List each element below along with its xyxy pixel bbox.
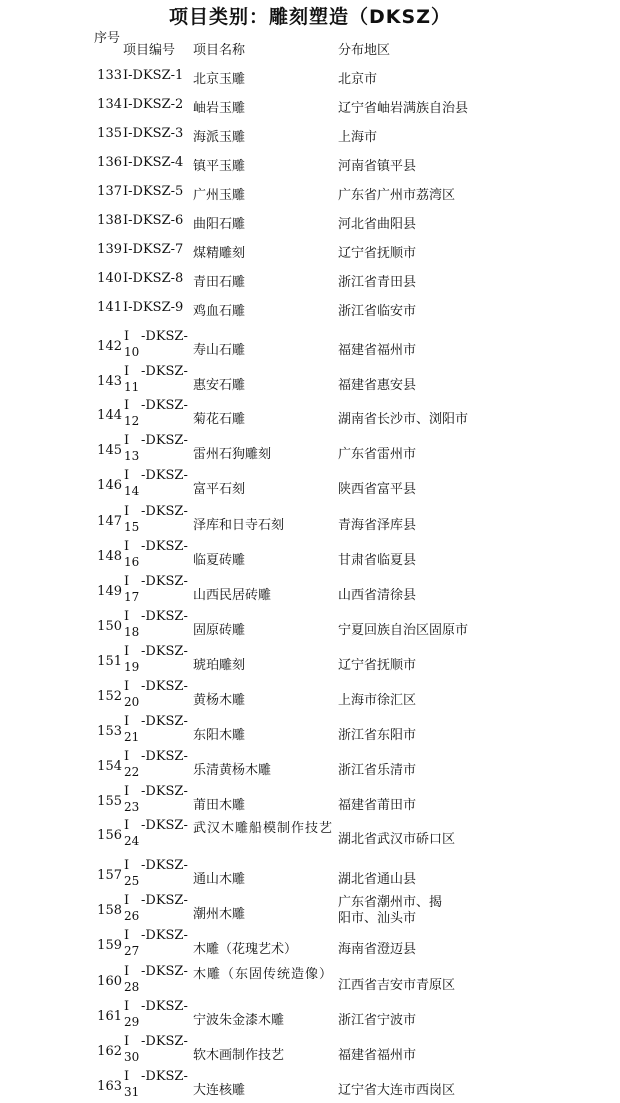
row-code-number: 13	[124, 449, 140, 463]
row-code-middle: -DKSZ-	[141, 749, 188, 764]
row-number: 148	[97, 549, 122, 564]
row-code-middle: -DKSZ-	[141, 999, 188, 1014]
row-name: 海派玉雕	[193, 130, 246, 145]
row-area: 甘肃省临夏县	[338, 553, 417, 568]
row-code-middle: -DKSZ-	[141, 468, 188, 483]
row-area: 湖北省通山县	[338, 872, 417, 887]
row-number: 153	[97, 724, 122, 739]
row-code-prefix: I	[124, 818, 130, 833]
row-code-prefix: I	[124, 928, 130, 943]
row-code-middle: -DKSZ-	[141, 818, 188, 833]
row-area: 福建省莆田市	[338, 798, 417, 813]
row-code: I-DKSZ-6	[123, 213, 184, 228]
row-name: 煤精雕刻	[193, 246, 246, 261]
row-area: 辽宁省大连市西岗区	[338, 1083, 456, 1098]
row-area: 福建省惠安县	[338, 378, 417, 393]
row-area: 浙江省东阳市	[338, 728, 417, 743]
row-code-middle: -DKSZ-	[141, 964, 188, 979]
row-code-number: 19	[124, 660, 140, 674]
row-code: I-DKSZ-8	[123, 271, 184, 286]
row-code-number: 31	[124, 1085, 140, 1099]
row-number: 160	[97, 974, 122, 989]
row-number: 138	[97, 213, 122, 228]
row-code: I-DKSZ-7	[123, 242, 184, 257]
row-area: 湖南省长沙市、浏阳市	[338, 412, 469, 427]
row-code-number: 11	[124, 380, 140, 394]
row-number: 144	[97, 408, 122, 423]
row-number: 154	[97, 759, 122, 774]
row-number: 135	[97, 126, 122, 141]
row-name: 岫岩玉雕	[193, 101, 246, 116]
row-area: 广东省潮州市、揭阳市、汕头市	[338, 895, 443, 926]
row-name: 通山木雕	[193, 872, 246, 887]
row-area: 海南省澄迈县	[338, 942, 417, 957]
row-area: 陕西省富平县	[338, 482, 417, 497]
row-number: 137	[97, 184, 122, 199]
row-code-number: 18	[124, 625, 140, 639]
row-number: 152	[97, 689, 122, 704]
row-number: 139	[97, 242, 122, 257]
row-name: 莆田木雕	[193, 798, 246, 813]
row-code-middle: -DKSZ-	[141, 928, 188, 943]
row-code-middle: -DKSZ-	[141, 784, 188, 799]
row-name: 鸡血石雕	[193, 304, 246, 319]
row-name: 镇平玉雕	[193, 159, 246, 174]
row-number: 150	[97, 619, 122, 634]
row-code-middle: -DKSZ-	[141, 398, 188, 413]
row-code-number: 21	[124, 730, 140, 744]
row-name: 武汉木雕船模制作技艺	[193, 821, 334, 836]
row-code-number: 14	[124, 484, 140, 498]
row-area: 湖北省武汉市硚口区	[338, 832, 456, 847]
row-number: 159	[97, 938, 122, 953]
row-code-middle: -DKSZ-	[141, 858, 188, 873]
row-code-number: 12	[124, 414, 140, 428]
row-number: 161	[97, 1009, 122, 1024]
row-code-prefix: I	[124, 749, 130, 764]
row-number: 157	[97, 868, 122, 883]
row-name: 固原砖雕	[193, 623, 246, 638]
row-code-middle: -DKSZ-	[141, 609, 188, 624]
row-code: I-DKSZ-1	[123, 68, 184, 83]
row-code-prefix: I	[124, 574, 130, 589]
row-code: I-DKSZ-3	[123, 126, 184, 141]
row-area: 辽宁省抚顺市	[338, 246, 417, 261]
row-code-prefix: I	[124, 964, 130, 979]
row-name: 泽库和日寺石刻	[193, 518, 285, 533]
row-code-prefix: I	[124, 364, 130, 379]
row-name: 黄杨木雕	[193, 693, 246, 708]
row-code-number: 17	[124, 590, 140, 604]
row-area: 浙江省青田县	[338, 275, 417, 290]
row-name: 曲阳石雕	[193, 217, 246, 232]
row-name: 惠安石雕	[193, 378, 246, 393]
row-code: I-DKSZ-4	[123, 155, 184, 170]
row-name: 富平石刻	[193, 482, 246, 497]
row-code-number: 24	[124, 834, 140, 848]
row-number: 163	[97, 1079, 122, 1094]
row-number: 158	[97, 903, 122, 918]
row-area: 江西省吉安市青原区	[338, 978, 456, 993]
row-name: 大连核雕	[193, 1083, 246, 1098]
row-name: 山西民居砖雕	[193, 588, 272, 603]
row-code-number: 27	[124, 944, 140, 958]
row-area: 河南省镇平县	[338, 159, 417, 174]
header-code: 项目编号	[123, 43, 176, 58]
row-code-middle: -DKSZ-	[141, 1034, 188, 1049]
row-number: 140	[97, 271, 122, 286]
row-code-prefix: I	[124, 858, 130, 873]
row-code-middle: -DKSZ-	[141, 433, 188, 448]
row-code-middle: -DKSZ-	[141, 893, 188, 908]
row-code-middle: -DKSZ-	[141, 329, 188, 344]
row-number: 133	[97, 68, 122, 83]
row-code-number: 26	[124, 909, 140, 923]
row-number: 145	[97, 443, 122, 458]
row-number: 146	[97, 478, 122, 493]
row-code-middle: -DKSZ-	[141, 504, 188, 519]
row-area: 福建省福州市	[338, 343, 417, 358]
row-name: 广州玉雕	[193, 188, 246, 203]
row-name: 东阳木雕	[193, 728, 246, 743]
row-number: 142	[97, 339, 122, 354]
row-code-middle: -DKSZ-	[141, 679, 188, 694]
row-code-prefix: I	[124, 504, 130, 519]
row-code-prefix: I	[124, 784, 130, 799]
row-area: 辽宁省岫岩满族自治县	[338, 101, 469, 116]
row-name: 乐清黄杨木雕	[193, 763, 272, 778]
row-code-middle: -DKSZ-	[141, 644, 188, 659]
row-code-middle: -DKSZ-	[141, 539, 188, 554]
row-code-number: 10	[124, 345, 140, 359]
row-code-number: 25	[124, 874, 140, 888]
row-code-number: 22	[124, 765, 140, 779]
row-code-prefix: I	[124, 1034, 130, 1049]
header-area: 分布地区	[338, 43, 391, 58]
row-name: 菊花石雕	[193, 412, 246, 427]
row-area: 河北省曲阳县	[338, 217, 417, 232]
row-area: 北京市	[338, 72, 378, 87]
row-name: 琥珀雕刻	[193, 658, 246, 673]
row-number: 162	[97, 1044, 122, 1059]
row-code: I-DKSZ-9	[123, 300, 184, 315]
row-number: 147	[97, 514, 122, 529]
row-code-prefix: I	[124, 609, 130, 624]
row-number: 149	[97, 584, 122, 599]
row-code-prefix: I	[124, 644, 130, 659]
row-area: 浙江省宁波市	[338, 1013, 417, 1028]
row-code: I-DKSZ-2	[123, 97, 184, 112]
row-name: 木雕（花瑰艺术）	[193, 942, 298, 957]
row-code-middle: -DKSZ-	[141, 574, 188, 589]
row-code-prefix: I	[124, 999, 130, 1014]
row-code-prefix: I	[124, 714, 130, 729]
row-area: 宁夏回族自治区固原市	[338, 623, 469, 638]
row-number: 143	[97, 374, 122, 389]
row-code-number: 30	[124, 1050, 140, 1064]
row-area: 辽宁省抚顺市	[338, 658, 417, 673]
row-number: 155	[97, 794, 122, 809]
row-area: 上海市	[338, 130, 378, 145]
row-name: 宁波朱金漆木雕	[193, 1013, 285, 1028]
row-code-number: 16	[124, 555, 140, 569]
row-code-number: 23	[124, 800, 140, 814]
row-code-prefix: I	[124, 1069, 130, 1084]
row-area: 山西省清徐县	[338, 588, 417, 603]
row-code-prefix: I	[124, 893, 130, 908]
row-name: 雷州石狗雕刻	[193, 447, 272, 462]
row-number: 136	[97, 155, 122, 170]
row-code-prefix: I	[124, 468, 130, 483]
row-code-prefix: I	[124, 433, 130, 448]
row-area: 浙江省临安市	[338, 304, 417, 319]
row-code-number: 29	[124, 1015, 140, 1029]
row-code-prefix: I	[124, 679, 130, 694]
row-number: 141	[97, 300, 122, 315]
row-code-number: 20	[124, 695, 140, 709]
row-area: 广东省广州市荔湾区	[338, 188, 456, 203]
row-area: 青海省泽库县	[338, 518, 417, 533]
row-area: 浙江省乐清市	[338, 763, 417, 778]
page-title: 项目类别：雕刻塑造（DKSZ）	[169, 6, 451, 28]
row-code: I-DKSZ-5	[123, 184, 184, 199]
header-no: 序号	[94, 31, 121, 46]
row-code-number: 15	[124, 520, 140, 534]
header-name: 项目名称	[193, 43, 246, 58]
row-code-prefix: I	[124, 398, 130, 413]
row-name: 木雕（东固传统造像）	[193, 967, 334, 982]
row-name: 软木画制作技艺	[193, 1048, 285, 1063]
row-number: 156	[97, 828, 122, 843]
row-name: 北京玉雕	[193, 72, 246, 87]
row-number: 134	[97, 97, 122, 112]
row-area: 广东省雷州市	[338, 447, 417, 462]
row-code-prefix: I	[124, 329, 130, 344]
row-area: 福建省福州市	[338, 1048, 417, 1063]
row-code-middle: -DKSZ-	[141, 1069, 188, 1084]
row-name: 青田石雕	[193, 275, 246, 290]
row-area: 上海市徐汇区	[338, 693, 417, 708]
row-code-middle: -DKSZ-	[141, 714, 188, 729]
row-number: 151	[97, 654, 122, 669]
row-name: 潮州木雕	[193, 907, 246, 922]
row-code-middle: -DKSZ-	[141, 364, 188, 379]
row-code-prefix: I	[124, 539, 130, 554]
row-name: 寿山石雕	[193, 343, 246, 358]
row-code-number: 28	[124, 980, 140, 994]
row-name: 临夏砖雕	[193, 553, 246, 568]
